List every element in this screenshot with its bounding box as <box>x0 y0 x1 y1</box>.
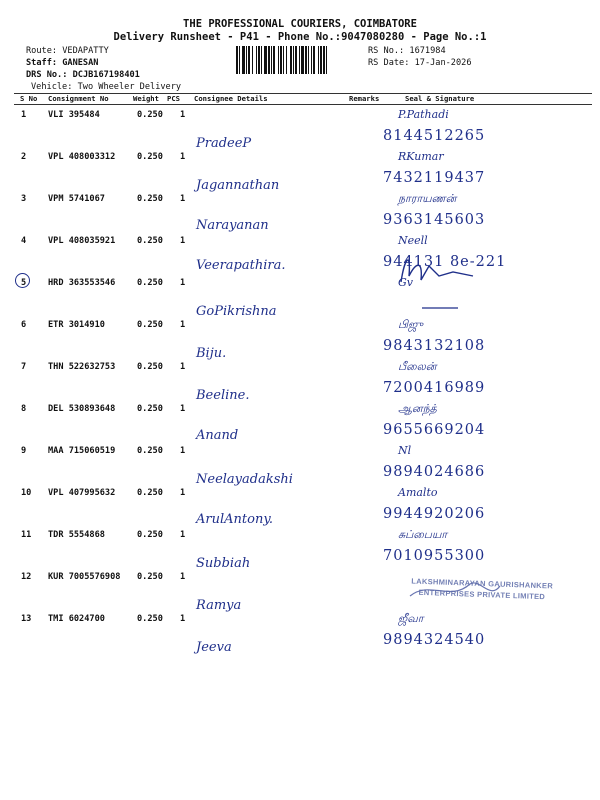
drs-value: DCJB167198401 <box>72 70 140 80</box>
rs-no-line <box>368 46 446 56</box>
row-pcs: 1 <box>180 404 186 414</box>
row-pcs: 1 <box>180 614 186 624</box>
staff-line <box>26 58 98 68</box>
row-weight: 0.250 <box>137 236 163 246</box>
stamp-line-1: LAKSHMINARAYAN GAURISHANKER <box>411 576 554 591</box>
row-phone: 9363145603 <box>383 212 486 228</box>
row-weight: 0.250 <box>137 404 163 414</box>
row-signature: பீலைன் <box>398 360 437 373</box>
row-weight: 0.250 <box>137 446 163 456</box>
row-sno: 13 <box>21 614 32 624</box>
row-sno: 11 <box>21 530 32 540</box>
row-phone: 8144512265 <box>383 128 486 144</box>
row-consignment-no: VPL 407995632 <box>48 488 116 498</box>
rs-date-line <box>368 58 472 68</box>
route-value: VEDAPATTY <box>62 46 109 56</box>
row-consignment-no: TMI 6024700 <box>48 614 105 624</box>
signature-scribble-row-4 <box>393 246 513 288</box>
row-signature: Nl <box>398 444 412 457</box>
row-sno: 2 <box>21 152 27 162</box>
row-sno: 7 <box>21 362 27 372</box>
vehicle-value: Two Wheeler Delivery <box>77 82 182 92</box>
col-header-remarks: Remarks <box>349 94 380 103</box>
row-phone: 9944920206 <box>383 506 486 522</box>
row-consignee-name: Jagannathan <box>196 178 280 193</box>
row-consignment-no: VPL 408003312 <box>48 152 116 162</box>
row-sno: 12 <box>21 572 32 582</box>
row-pcs: 1 <box>180 236 186 246</box>
col-header-consignment: Consignment No <box>48 94 109 103</box>
row-weight: 0.250 <box>137 320 163 330</box>
barcode-image <box>236 46 362 74</box>
row-consignment-no: VPM 5741067 <box>48 194 105 204</box>
col-header-consignee: Consignee Details <box>194 94 268 103</box>
row-consignee-name: Jeeva <box>196 640 232 655</box>
row-phone: 9843132108 <box>383 338 486 354</box>
row-consignment-no: ETR 3014910 <box>48 320 105 330</box>
row-weight: 0.250 <box>137 572 163 582</box>
row-signature: ஜீவா <box>398 612 424 625</box>
row-signature: ஆனந்த் <box>398 402 437 415</box>
row-consignee-name: GoPikrishna <box>196 304 277 319</box>
staff-value: GANESAN <box>62 58 99 68</box>
runsheet-subtitle: Delivery Runsheet - P41 - Phone No.:9047080280 - Page No.:1 <box>113 31 487 43</box>
row-phone: 9655669204 <box>383 422 486 438</box>
rs-no-label: RS No.: <box>368 46 405 56</box>
row-consignee-name: Subbiah <box>196 556 251 571</box>
row-weight: 0.250 <box>137 278 163 288</box>
row-phone: 944131 8e-221 <box>383 254 507 270</box>
row-5-circle-mark <box>15 273 30 288</box>
row-consignee-name: ArulAntony. <box>196 512 274 527</box>
route-label: Route: <box>26 46 58 56</box>
drs-label: DRS No.: <box>26 70 68 80</box>
row-consignee-name: Narayanan <box>196 218 269 233</box>
barcode-bar <box>327 46 330 74</box>
row-consignment-no: MAA 715060519 <box>48 446 116 456</box>
row-consignee-name: Neelayadakshi <box>196 472 293 487</box>
row-phone: 9894024686 <box>383 464 486 480</box>
row-signature: நாராயணன் <box>398 192 457 205</box>
row-weight: 0.250 <box>137 614 163 624</box>
row-phone: 7432119437 <box>383 170 486 186</box>
rs-date-label: RS Date: <box>368 58 410 68</box>
row-sno: 3 <box>21 194 27 204</box>
row-weight: 0.250 <box>137 488 163 498</box>
row-consignee-name: Biju. <box>196 346 227 361</box>
row-phone: 7200416989 <box>383 380 486 396</box>
row-signature: P.Pathadi <box>398 108 449 121</box>
row-pcs: 1 <box>180 320 186 330</box>
row-weight: 0.250 <box>137 152 163 162</box>
row-sno: 5 <box>21 278 27 288</box>
row-sno: 1 <box>21 110 27 120</box>
row-pcs: 1 <box>180 278 186 288</box>
signature-scribble-row-5 <box>418 292 462 312</box>
row-consignee-name: Anand <box>196 428 239 443</box>
col-header-pcs: PCS <box>167 94 180 103</box>
row-sno: 9 <box>21 446 27 456</box>
row-signature: Amalto <box>398 486 438 499</box>
row-signature: Gv <box>398 276 414 289</box>
row-pcs: 1 <box>180 110 186 120</box>
vehicle-label: Vehicle: <box>31 82 73 92</box>
row-phone: 7010955300 <box>383 548 486 564</box>
row-weight: 0.250 <box>137 110 163 120</box>
row-pcs: 1 <box>180 362 186 372</box>
row-pcs: 1 <box>180 530 186 540</box>
row-signature: பிஜு <box>398 318 423 331</box>
row-consignment-no: DEL 530893648 <box>48 404 116 414</box>
col-header-weight: Weight <box>133 94 159 103</box>
header-bottom-rule <box>14 104 592 105</box>
row-consignment-no: VPL 408035921 <box>48 236 116 246</box>
row-consignee-name: PradeeP <box>196 136 252 151</box>
row-sno: 8 <box>21 404 27 414</box>
rs-date-value: 17-Jan-2026 <box>414 58 472 68</box>
row-consignment-no: HRD 363553546 <box>48 278 116 288</box>
vehicle-line <box>31 82 181 92</box>
row-signature: சுப்பையா <box>398 528 448 541</box>
row-consignee-name: Beeline. <box>196 388 250 403</box>
row-weight: 0.250 <box>137 362 163 372</box>
row-pcs: 1 <box>180 446 186 456</box>
row-sno: 10 <box>21 488 32 498</box>
staff-label: Staff: <box>26 58 58 68</box>
col-header-sno: S No <box>20 94 38 103</box>
row-consignee-name: Ramya <box>196 598 242 613</box>
row-weight: 0.250 <box>137 194 163 204</box>
company-title: THE PROFESSIONAL COURIERS, COIMBATORE <box>183 18 417 30</box>
rs-no-value: 1671984 <box>409 46 446 56</box>
stamp-line-2: ENTERPRISES PRIVATE LIMITED <box>418 587 546 602</box>
row-signature: Neell <box>398 234 428 247</box>
row-pcs: 1 <box>180 194 186 204</box>
row-consignment-no: VLI 395484 <box>48 110 100 120</box>
row-sno: 4 <box>21 236 27 246</box>
col-header-seal-signature: Seal & Signature <box>405 94 475 103</box>
row-consignment-no: THN 522632753 <box>48 362 116 372</box>
row-signature: RKumar <box>398 150 444 163</box>
row-consignment-no: KUR 7005576908 <box>48 572 121 582</box>
row-sno: 6 <box>21 320 27 330</box>
drs-line <box>26 70 140 80</box>
row-phone: 9894324540 <box>383 632 486 648</box>
row-consignee-name: Veerapathira. <box>196 258 286 273</box>
row-pcs: 1 <box>180 572 186 582</box>
row-pcs: 1 <box>180 488 186 498</box>
route-line <box>26 46 109 56</box>
row-weight: 0.250 <box>137 530 163 540</box>
row-pcs: 1 <box>180 152 186 162</box>
row-consignment-no: TDR 5554868 <box>48 530 105 540</box>
